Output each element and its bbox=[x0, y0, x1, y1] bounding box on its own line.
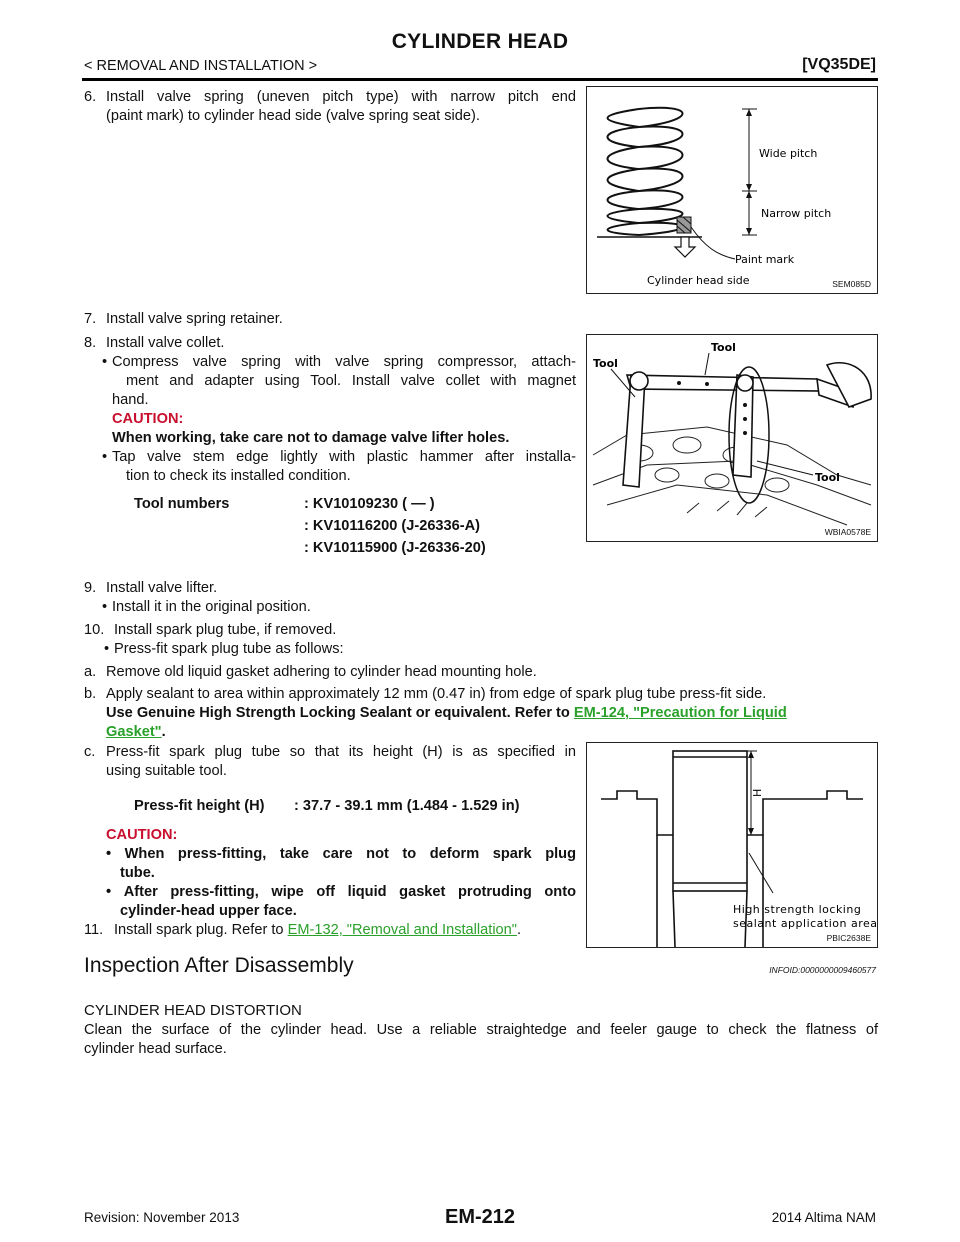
step-a: a. Remove old liquid gasket adhering to cylinder head mounting hole. bbox=[84, 664, 537, 680]
figure-code: WBIA0578E bbox=[824, 527, 871, 537]
tool-label-left: Tool bbox=[593, 357, 618, 370]
step-6: 6. Install valve spring (uneven pitch type) with narrow pitch end (paint mark) to cylinder head side (valve spring seat side). bbox=[84, 89, 576, 124]
sealant-area-label-2: sealant application area bbox=[733, 917, 877, 930]
step-10: 10. Install spark plug tube, if removed. • Press-fit spark plug tube as follows: bbox=[84, 622, 344, 657]
wide-pitch-label: Wide pitch bbox=[759, 147, 818, 160]
model-label: 2014 Altima NAM bbox=[771, 1210, 876, 1225]
tool-label-top: Tool bbox=[711, 341, 736, 354]
step-9: 9. Install valve lifter. • Install it in the original position. bbox=[84, 580, 311, 615]
compressor-tool-figure bbox=[586, 334, 878, 542]
press-fit-height-table: Press-fit height (H) : 37.7 - 39.1 mm (1.484 - 1.529 in) bbox=[134, 798, 520, 814]
step-11: 11. Install spark plug. Refer to EM-132, "Removal and Installation". bbox=[84, 922, 522, 938]
paint-mark-label: Paint mark bbox=[735, 253, 795, 266]
cylinder-head-side-label: Cylinder head side bbox=[647, 274, 750, 287]
step-8: 8. Install valve collet. • Compress valve spring with valve spring compressor, attach- ment and adapter using Tool. Install valve collet with magnet hand. CAUTION: When working, take care not to damage valve lifter holes. • Tap valve stem edge lightly with plastic hammer after installa- tion to check its installed condition. bbox=[84, 335, 576, 484]
valve-spring-drawing bbox=[587, 87, 877, 293]
section-label: < REMOVAL AND INSTALLATION > bbox=[84, 58, 318, 74]
info-id: INFOID:0000000009460577 bbox=[769, 965, 876, 975]
step-c: c. Press-fit spark plug tube so that its height (H) is as specified in using suitable tool. bbox=[84, 744, 576, 779]
caution-label: CAUTION: bbox=[112, 411, 184, 427]
step-7: 7. Install valve spring retainer. bbox=[84, 311, 283, 327]
tool-numbers-label: Tool numbers bbox=[134, 496, 230, 512]
inspection-paragraph: Clean the surface of the cylinder head. Use a reliable straightedge and feeler gauge to check the flatness of cylinder head surface. bbox=[84, 1022, 878, 1057]
sealant-area-label-1: High strength locking bbox=[733, 903, 862, 916]
page-number: EM-212 bbox=[444, 1206, 516, 1228]
section-heading: Inspection After Disassembly bbox=[84, 954, 354, 977]
spark-plug-tube-figure bbox=[586, 742, 878, 948]
compressor-tool-drawing bbox=[587, 335, 877, 541]
revision-date: Revision: November 2013 bbox=[84, 1210, 240, 1225]
height-h-label: H bbox=[751, 788, 764, 797]
step-b: b. Apply sealant to area within approximately 12 mm (0.47 in) from edge of spark plug tube press-fit side. Use Genuine High Strength Locking Sealant or equivalent. Refer to EM-124, "Precaution for Liquid Gasket". bbox=[84, 686, 787, 740]
spark-plug-tube-drawing bbox=[587, 743, 877, 947]
caution-label: CAUTION: bbox=[106, 827, 178, 843]
tool-numbers-table: Tool numbers : KV10109230 ( — ) : KV10116200 (J-26336-A) : KV10115900 (J-26336-20) bbox=[134, 496, 486, 556]
header-rule bbox=[82, 78, 878, 81]
engine-label: [VQ35DE] bbox=[802, 56, 876, 73]
precaution-liquid-gasket-link[interactable]: EM-124, "Precaution for Liquid bbox=[573, 705, 787, 721]
precaution-liquid-gasket-link-cont[interactable]: Gasket" bbox=[106, 724, 162, 740]
figure-code: SEM085D bbox=[832, 279, 871, 289]
step-c-caution: CAUTION: • When press-fitting, take care not to deform spark plug tube. • After press-fitting, wipe off liquid gasket protruding onto cylinder-head upper face. bbox=[84, 826, 576, 921]
removal-installation-link[interactable]: EM-132, "Removal and Installation" bbox=[287, 922, 517, 938]
tool-label-bottom: Tool bbox=[815, 471, 840, 484]
page-title: CYLINDER HEAD bbox=[391, 30, 569, 53]
subsection-heading: CYLINDER HEAD DISTORTION bbox=[84, 1002, 302, 1019]
narrow-pitch-label: Narrow pitch bbox=[761, 207, 832, 220]
press-fit-label: Press-fit height (H) bbox=[134, 798, 265, 814]
valve-spring-figure bbox=[586, 86, 878, 294]
figure-code: PBIC2638E bbox=[826, 933, 871, 943]
